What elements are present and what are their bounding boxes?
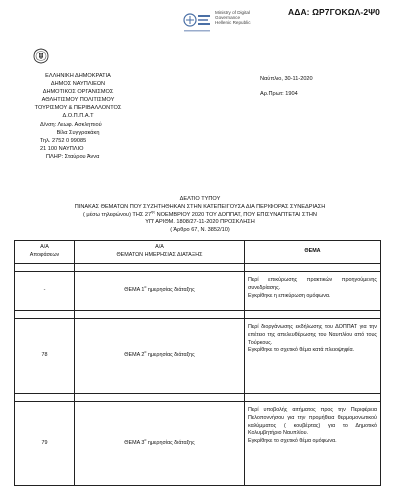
header-line: ΔΗΜΟΣ ΝΑΥΠΛΙΕΩΝ xyxy=(50,81,106,88)
heading-text: ( μέσω τηλεφώνου) ΤΗΣ 27 xyxy=(83,211,152,218)
header-line: 21 100 ΝΑΥΠΛΙΟ xyxy=(40,145,84,152)
topic-text: Περί επικύρωσης πρακτικών προηγούμενης συνεδρίασης. xyxy=(248,277,377,291)
agenda-text: ΘΕΜΑ 1 xyxy=(124,287,145,294)
table-spacer-row xyxy=(15,264,381,272)
spacer-cell xyxy=(245,311,381,319)
spacer-cell xyxy=(75,394,245,402)
agenda-sup: ο xyxy=(144,350,147,355)
agenda-text: ημερησίας διάταξης xyxy=(146,287,195,294)
spacer-cell xyxy=(75,264,245,272)
table-row xyxy=(15,272,381,311)
header-line: ΑΘΛΗΤΙΣΜΟΥ ΠΟΛΙΤΙΣΜΟΥ xyxy=(41,97,115,104)
header-line: ΤΟΥΡΙΣΜΟΥ & ΠΕΡΙΒΑΛΛΟΝΤΟΣ xyxy=(34,105,122,112)
topics-table xyxy=(14,240,381,486)
ada-code: ΑΔΑ: ΩΡ7ΓΟΚΩΛ-2Ψ0 xyxy=(288,7,380,17)
header-text: Α/Α xyxy=(40,244,49,251)
gov-logo-line: Hellenic Republic xyxy=(215,20,251,26)
decision-number: - xyxy=(15,272,75,311)
agenda-text: ημερησίας διάταξης xyxy=(146,439,195,446)
heading-text: ΝΟΕΜΒΡΙΟΥ 2020 ΤΟΥ ΔΟΠΠΑΤ, ΠΟΥ ΕΠΙΣΥΝΑΠΤΕΤΑΙ ΣΤΗΝ xyxy=(155,211,317,218)
column-header-decision-no xyxy=(15,241,75,264)
table-spacer-row xyxy=(15,311,381,319)
gov-logo-line: Ministry of Digital xyxy=(215,10,250,15)
gov-logo-text xyxy=(215,10,251,26)
heading-line: ( Άρθρο 67, Ν. 3852/10) xyxy=(170,227,230,234)
spacer-cell xyxy=(245,394,381,402)
topic-text: Περί διοργάνωσης εκδήλωσης του ΔΟΠΠΑΤ για την επέτειο της απελευθέρωσης του Ναυπλίου από τους Τούρκους. xyxy=(248,324,377,346)
table-spacer-row xyxy=(15,394,381,402)
header-line: Τηλ. 2752 0 99085 xyxy=(40,137,87,144)
heading-title: ΔΕΛΤΙΟ ΤΥΠΟΥ xyxy=(179,196,221,202)
header-line: ΠΛΗΡ: Σταύρου Άννα xyxy=(46,153,100,160)
header-line: ΔΗΜΟΤΙΚΟΣ ΟΡΓΑΝΙΣΜΟΣ xyxy=(42,89,114,96)
column-header-agenda-no xyxy=(75,241,245,264)
agenda-text: ΘΕΜΑ 3 xyxy=(124,439,145,446)
topic-description xyxy=(245,402,381,486)
sender-block xyxy=(16,72,140,161)
heading-line: ΥΠ' ΑΡΙΘΜ. 1808/27-11-2020 ΠΡΟΣΚΛΗΣΗ xyxy=(145,219,255,226)
gov-logo-line: Governance xyxy=(215,15,241,21)
document-date: Ναύπλιο, 30-11-2020 xyxy=(260,76,313,82)
spacer-cell xyxy=(15,264,75,272)
agenda-item xyxy=(75,402,245,486)
agenda-sup: ο xyxy=(144,285,147,290)
topic-result: Εγκρίθηκε το σχετικό θέμα ομόφωνα. xyxy=(248,438,337,445)
spacer-cell xyxy=(15,394,75,402)
topic-result: Εγκρίθηκε το σχετικό θέμα κατά πλειοψηφία. xyxy=(248,347,355,354)
topic-text: Περί υποβολής αιτήματος προς την Περιφέρεια Πελοποννήσου για την προμήθεια θερμομονωτικού καλύμματος ( κουβέρτας) για το Δημοτικό Κολυμβητήριο Ναυπλίου. xyxy=(248,407,377,437)
header-line: Δ/νση: Λεωφ. Ασκληπιού xyxy=(40,121,102,128)
topic-description xyxy=(245,319,381,394)
greek-emblem-icon xyxy=(32,47,50,65)
table-row xyxy=(15,402,381,486)
header-text: ΘΕΜΑΤΩΝ ΗΜΕΡΗΣΙΑΣ ΔΙΑΤΑΞΗΣ xyxy=(116,252,203,258)
table-header-row xyxy=(15,241,381,264)
document-heading xyxy=(18,196,382,235)
header-text: Α/Α xyxy=(155,244,164,251)
protocol-number: Αρ.Πρωτ: 1904 xyxy=(260,91,298,97)
topic-description xyxy=(245,272,381,311)
spacer-cell xyxy=(245,264,381,272)
agenda-sup: ο xyxy=(144,437,147,442)
decision-number: 78 xyxy=(15,319,75,394)
heading-sup: ης xyxy=(151,209,156,214)
header-text: Αποφάσεων xyxy=(29,252,60,258)
spacer-cell xyxy=(75,311,245,319)
topic-result: Εγκρίθηκε η επικύρωση ομόφωνα. xyxy=(248,292,331,299)
agenda-item xyxy=(75,319,245,394)
agenda-text: ΘΕΜΑ 2 xyxy=(124,352,145,359)
header-line: Βίλα Συγγρακάκη xyxy=(56,129,100,136)
heading-line: ΠΙΝΑΚΑΣ ΘΕΜΑΤΩΝ ΠΟΥ ΣΥΖΗΤΗΘΗΚΑΝ ΣΤΗΝ ΚΑΤΕΠΕΙΓΟΥΣΑ ΔΙΑ ΠΕΡΙΦΟΡΑΣ ΣΥΝΕΔΡΙΑΣΗ xyxy=(74,203,326,210)
spacer-cell xyxy=(15,311,75,319)
agenda-text: ημερησίας διάταξης xyxy=(146,352,195,359)
header-line: ΕΛΛΗΝΙΚΗ ΔΗΜΟΚΡΑΤΙΑ xyxy=(45,73,111,79)
gov-logo-icon xyxy=(181,10,213,38)
table-row xyxy=(15,319,381,394)
header-line: Δ.Ο.Π.Π.Α.Τ xyxy=(62,113,94,120)
heading-line xyxy=(18,209,382,220)
decision-number: 79 xyxy=(15,402,75,486)
column-header-topic: ΘΕΜΑ xyxy=(245,241,381,264)
agenda-item xyxy=(75,272,245,311)
date-protocol-block xyxy=(260,72,313,102)
